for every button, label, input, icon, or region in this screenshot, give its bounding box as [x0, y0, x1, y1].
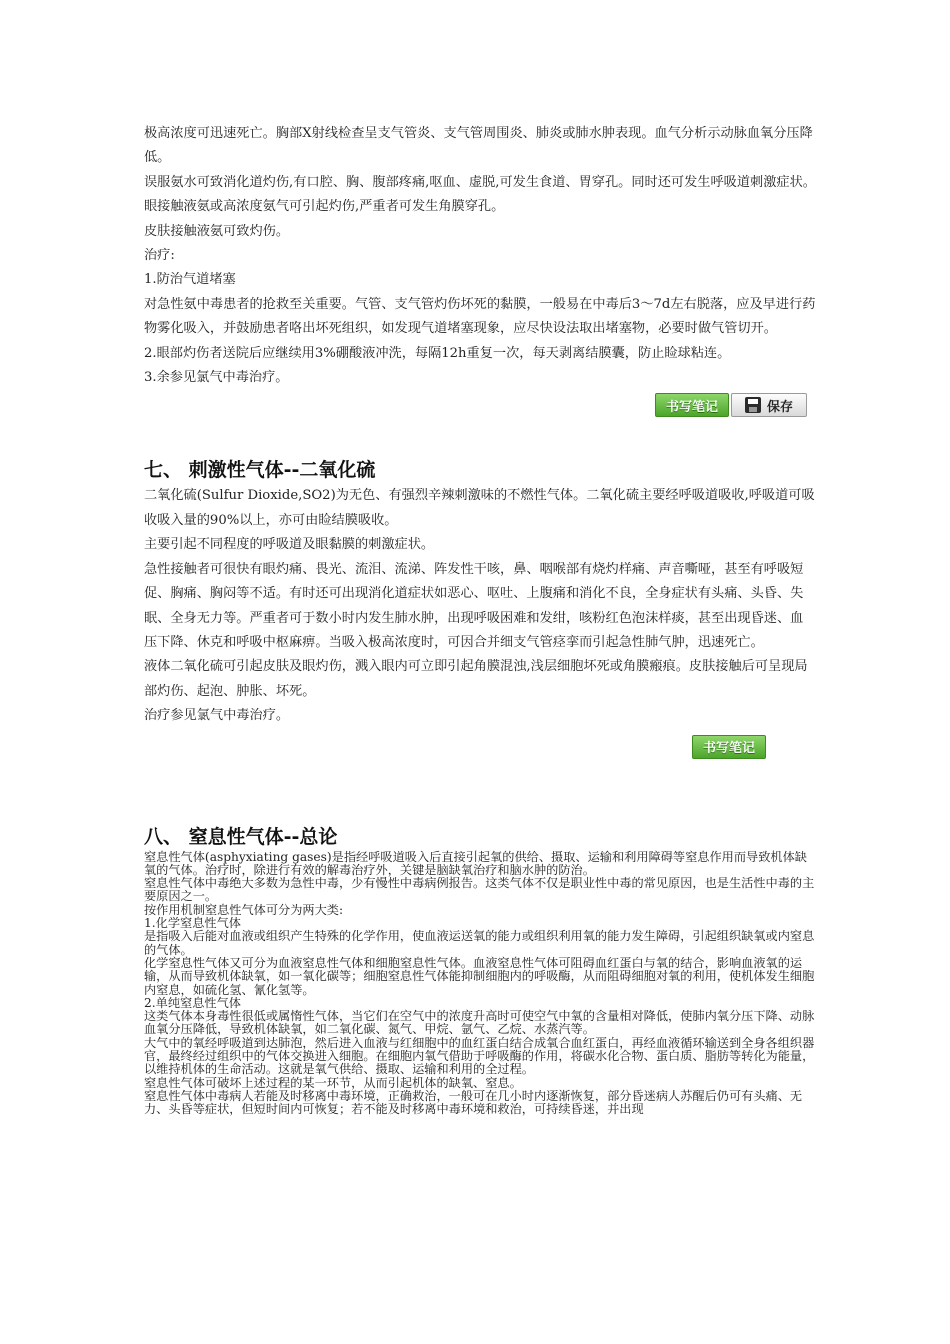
paragraph: 2.单纯窒息性气体: [144, 995, 241, 1010]
document-page: [144, 122, 816, 1116]
paragraph: 窒息性气体可破坏上述过程的某一环节，从而引起机体的缺氧、窒息。: [144, 1075, 522, 1090]
write-note-button[interactable]: [655, 393, 729, 417]
paragraph: 窒息性气体中毒病人若能及时移离中毒环境，正确救治，一般可在几小时内逐渐恢复，部分昏迷病人苏醒后仍可有头痛、无力、头昏等症状，但短时间内可恢复；若不能及时移离中毒环境和救治，可持续昏迷，并出现: [144, 1088, 803, 1117]
section-title: 八、 窒息性气体--总论: [144, 825, 338, 848]
save-label: 保存: [766, 399, 793, 415]
paragraph: 大气中的氧经呼吸道到达肺泡，然后进入血液与红细胞中的血红蛋白结合成氧合血红蛋白，再经血液循环输送到全身各组织器官，最终经过组织中的气体交换进入细胞。在细胞内氧气借助于呼吸酶的作用，将碳水化合物、蛋白质、脂肪等转化为能量，以维持机体的生命活动。这就是氧气供给、摄取、运输和利用的全过程。: [144, 1035, 815, 1077]
paragraph: 1.防治气道堵塞: [144, 272, 236, 288]
section-ammonia-continued: [144, 122, 816, 390]
save-button[interactable]: [731, 393, 807, 417]
note-toolbar: [144, 735, 816, 765]
paragraph: 眼接触液氨或高浓度氨气可引起灼伤,严重者可发生角膜穿孔。: [144, 199, 505, 215]
section-sulfur-dioxide: [144, 456, 816, 728]
paragraph: 化学窒息性气体又可分为血液窒息性气体和细胞窒息性气体。血液窒息性气体可阻碍血红蛋白与氧的结合，影响血液氧的运输，从而导致机体缺氧，如一氧化碳等；细胞窒息性气体能抑制细胞内的呼吸酶，从而阻碍细胞对氧的利用，使机体发生细胞内窒息，如硫化氢、氰化氢等。: [144, 955, 815, 997]
paragraph: 误服氨水可致消化道灼伤,有口腔、胸、腹部疼痛,呕血、虚脱,可发生食道、胃穿孔。同时还可发生呼吸道刺激症状。: [144, 174, 816, 190]
paragraph: 这类气体本身毒性很低或属惰性气体，当它们在空气中的浓度升高时可使空气中氧的含量相对降低，使肺内氧分压下降、动脉血氧分压降低，导致机体缺氧，如二氧化碳、氮气、甲烷、氩气、乙烷、水蒸汽等。: [144, 1009, 815, 1037]
write-note-button[interactable]: [692, 735, 766, 759]
section-asphyxiating-gases: [144, 823, 816, 1117]
paragraph: 对急性氨中毒患者的抢救至关重要。气管、支气管灼伤坏死的黏膜，一般易在中毒后3～7d左右脱落，应及早进行药物雾化吸入，并鼓励患者咯出坏死组织，如发现气道堵塞现象，应尽快设法取出堵塞物，必要时做气管切开。: [144, 296, 816, 337]
write-note-label: 书写笔记: [665, 399, 718, 415]
paragraph: 二氧化硫(Sulfur Dioxide,SO2)为无色、有强烈辛辣刺激味的不燃性气体。二氧化硫主要经呼吸道吸收,呼吸道可吸收吸入量的90%以上，亦可由睑结膜吸收。: [144, 488, 815, 528]
paragraph: 皮肤接触液氨可致灼伤。: [144, 223, 290, 239]
paragraph: 是指吸入后能对血液或组织产生特殊的化学作用，使血液运送氧的能力或组织利用氧的能力发生障碍，引起组织缺氧或内窒息的气体。: [144, 929, 815, 957]
paragraph: 2.眼部灼伤者送院后应继续用3%硼酸液冲洗，每隔12h重复一次，每天剥离结膜囊，防止睑球粘连。: [144, 345, 731, 361]
paragraph: 治疗:: [144, 248, 175, 264]
paragraph: 3.余参见氯气中毒治疗。: [144, 370, 289, 386]
paragraph: 极高浓度可迅速死亡。胸部X射线检查呈支气管炎、支气管周围炎、肺炎或肺水肿表现。血气分析示动脉血氧分压降低。: [144, 126, 813, 166]
paragraph: 治疗参见氯气中毒治疗。: [144, 708, 290, 724]
section-title: 七、 刺激性气体--二氧化硫: [144, 459, 376, 482]
floppy-disk-icon: [745, 397, 761, 413]
paragraph: 液体二氧化硫可引起皮肤及眼灼伤，溅入眼内可立即引起角膜混浊,浅层细胞坏死或角膜瘢痕。皮肤接触后可呈现局部灼伤、起泡、肿胀、坏死。: [144, 659, 808, 699]
note-save-toolbar: [144, 393, 816, 423]
paragraph: 窒息性气体中毒绝大多数为急性中毒，少有慢性中毒病例报告。这类气体不仅是职业性中毒的常见原因，也是生活性中毒的主要原因之一。: [144, 876, 815, 904]
paragraph: 主要引起不同程度的呼吸道及眼黏膜的刺激症状。: [144, 537, 435, 553]
write-note-label: 书写笔记: [702, 741, 755, 757]
paragraph: 窒息性气体(asphyxiating gases)是指经呼吸道吸入后直接引起氧的供给、摄取、运输和利用障碍等窒息作用而导致机体缺氧的气体。治疗时，除进行有效的解毒治疗外，关键是脑缺氧治疗和脑水肿的防治。: [144, 849, 807, 877]
paragraph: 1.化学窒息性气体: [144, 916, 241, 931]
paragraph: 急性接触者可很快有眼灼痛、畏光、流泪、流涕、阵发性干咳，鼻、咽喉部有烧灼样痛、声音嘶哑，甚至有呼吸短促、胸痛、胸闷等不适。有时还可出现消化道症状如恶心、呕吐、上腹痛和消化不良，全身症状有头痛、头昏、失眠、全身无力等。严重者可于数小时内发生肺水肿，出现呼吸困难和发绀，咳粉红色泡沫样痰，甚至出现昏迷、血压下降、休克和呼吸中枢麻痹。当吸入极高浓度时，可因合并细支气管痉挛而引起急性肺气肿，迅速死亡。: [144, 561, 804, 650]
paragraph: 按作用机制窒息性气体可分为两大类:: [144, 902, 344, 917]
